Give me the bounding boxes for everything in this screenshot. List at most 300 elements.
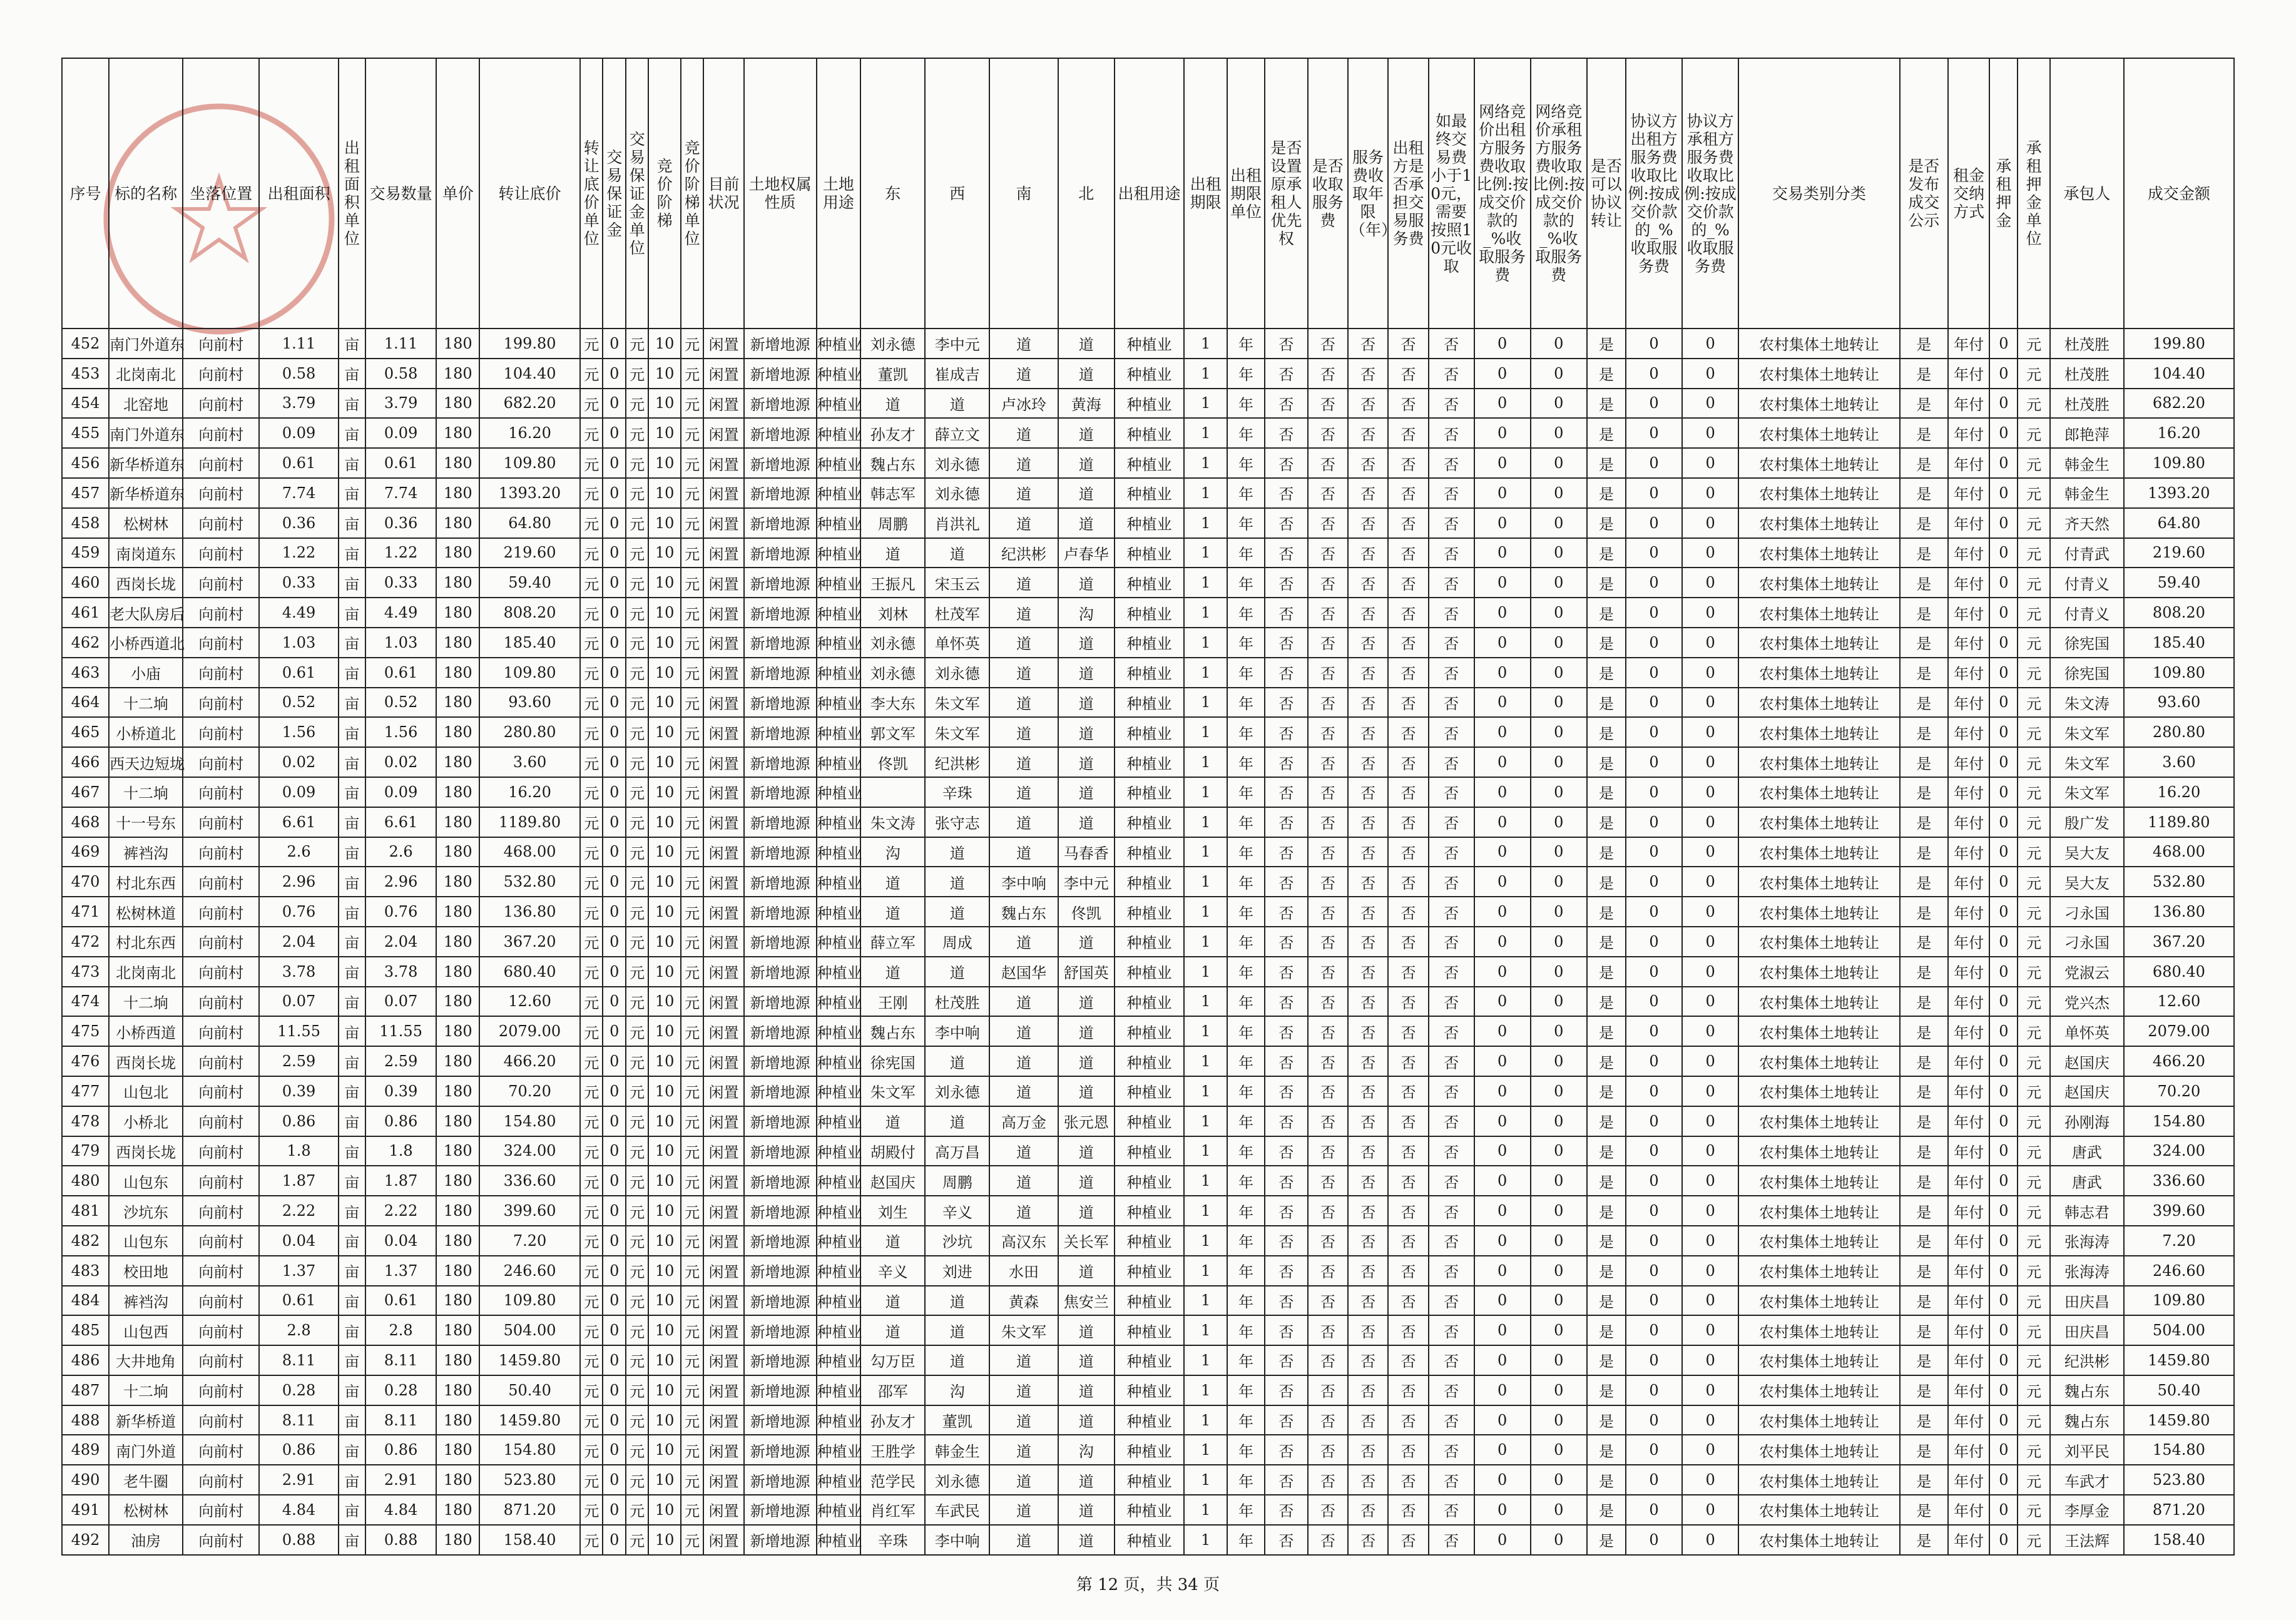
table-cell: 0 <box>603 1315 625 1345</box>
table-cell: 元 <box>681 897 703 927</box>
table-cell: 0 <box>1626 1076 1682 1106</box>
table-cell: 年付 <box>1948 1315 1990 1345</box>
table-row <box>62 927 2234 957</box>
table-cell: 0 <box>1682 1286 1738 1316</box>
table-cell: 0 <box>1474 837 1531 867</box>
table-cell: 农村集体土地转让 <box>1738 1286 1899 1316</box>
table-cell: 农村集体土地转让 <box>1738 329 1899 359</box>
table-cell: 0 <box>1531 897 1587 927</box>
table-cell: 1.03 <box>259 628 339 658</box>
table-cell: 元 <box>626 1016 648 1046</box>
table-cell: 闲置 <box>703 1016 743 1046</box>
table-cell: 亩 <box>339 329 365 359</box>
table-cell: 道 <box>1058 1046 1115 1076</box>
table-cell: 亩 <box>339 1525 365 1555</box>
table-cell: 种植业 <box>817 1046 861 1076</box>
table-cell: 0.39 <box>365 1076 437 1106</box>
table-cell: 亩 <box>339 688 365 718</box>
table-cell: 0 <box>1682 478 1738 508</box>
table-cell: 否 <box>1308 1345 1348 1375</box>
table-cell: 483 <box>62 1256 109 1286</box>
table-cell: 是 <box>1900 418 1948 448</box>
table-cell: 西天边短垅 <box>109 747 183 777</box>
table-cell: 0 <box>1682 628 1738 658</box>
table-cell: 闲置 <box>703 1226 743 1256</box>
table-cell: 元 <box>580 927 603 957</box>
table-cell: 1 <box>1184 837 1227 867</box>
table-cell: 闲置 <box>703 688 743 718</box>
table-cell: 孙友才 <box>860 418 925 448</box>
table-cell: 482 <box>62 1226 109 1256</box>
table-cell: 12.60 <box>479 987 580 1017</box>
table-cell: 否 <box>1429 628 1474 658</box>
table-cell: 0 <box>1682 1106 1738 1136</box>
table-cell: 种植业 <box>817 688 861 718</box>
table-cell: 否 <box>1429 598 1474 628</box>
table-cell: 0 <box>1989 389 2018 419</box>
table-cell: 0 <box>603 598 625 628</box>
table-cell: 否 <box>1388 957 1428 987</box>
table-cell: 元 <box>681 418 703 448</box>
table-cell: 道 <box>860 538 925 568</box>
table-cell: 年付 <box>1948 1136 1990 1166</box>
table-cell: 朱文涛 <box>860 807 925 837</box>
table-cell: 0 <box>603 1375 625 1405</box>
table-cell: 3.60 <box>479 747 580 777</box>
table-cell: 元 <box>626 1076 648 1106</box>
table-cell: 否 <box>1348 747 1388 777</box>
table-cell: 是 <box>1900 1046 1948 1076</box>
table-cell: 0 <box>1531 598 1587 628</box>
table-cell: 否 <box>1265 1106 1308 1136</box>
table-cell: 0.88 <box>365 1525 437 1555</box>
table-cell: 种植业 <box>1115 1136 1185 1166</box>
table-cell: 是 <box>1587 1525 1626 1555</box>
table-cell: 0.04 <box>365 1226 437 1256</box>
table-cell: 元 <box>2018 538 2049 568</box>
table-cell: 是 <box>1900 538 1948 568</box>
table-cell: 0 <box>1531 1046 1587 1076</box>
table-cell: 焦安兰 <box>1058 1286 1115 1316</box>
table-cell: 道 <box>989 1166 1058 1196</box>
table-row <box>62 1106 2234 1136</box>
table-cell: 种植业 <box>817 957 861 987</box>
table-cell: 否 <box>1308 329 1348 359</box>
table-cell: 是 <box>1900 1465 1948 1495</box>
table-cell: 新增地源 <box>744 1136 817 1166</box>
table-cell: 道 <box>1058 478 1115 508</box>
table-cell: 否 <box>1429 1435 1474 1465</box>
table-cell: 180 <box>436 1226 479 1256</box>
table-cell: 0 <box>1474 1495 1531 1525</box>
table-cell: 亩 <box>339 1046 365 1076</box>
table-cell: 是 <box>1587 777 1626 807</box>
table-cell: 农村集体土地转让 <box>1738 1016 1899 1046</box>
table-cell: 朱文军 <box>925 688 989 718</box>
table-cell: 年 <box>1227 1196 1265 1226</box>
table-cell: 0 <box>1682 897 1738 927</box>
table-row <box>62 987 2234 1017</box>
table-cell: 10 <box>648 1286 680 1316</box>
table-cell: 2.04 <box>365 927 437 957</box>
table-cell: 否 <box>1348 1495 1388 1525</box>
table-cell: 否 <box>1348 1136 1388 1166</box>
table-cell: 否 <box>1308 658 1348 688</box>
table-cell: 朱文军 <box>2050 717 2124 747</box>
table-cell: 元 <box>2018 1405 2049 1435</box>
table-cell: 10 <box>648 1465 680 1495</box>
table-cell: 否 <box>1388 568 1428 598</box>
table-cell: 元 <box>2018 329 2049 359</box>
table-cell: 否 <box>1429 1345 1474 1375</box>
table-cell: 否 <box>1388 1076 1428 1106</box>
table-cell: 否 <box>1308 1196 1348 1226</box>
table-cell: 元 <box>681 747 703 777</box>
table-cell: 农村集体土地转让 <box>1738 448 1899 478</box>
table-cell: 元 <box>626 1315 648 1345</box>
table-cell: 闲置 <box>703 837 743 867</box>
table-cell: 元 <box>580 897 603 927</box>
table-cell: 元 <box>580 1106 603 1136</box>
table-cell: 闲置 <box>703 897 743 927</box>
table-cell: 0 <box>603 628 625 658</box>
table-cell: 是 <box>1587 897 1626 927</box>
table-cell: 180 <box>436 1286 479 1316</box>
table-cell: 1459.80 <box>2124 1405 2234 1435</box>
table-cell: 元 <box>580 1465 603 1495</box>
table-cell: 否 <box>1265 1375 1308 1405</box>
table-cell: 新增地源 <box>744 1315 817 1345</box>
table-cell: 闲置 <box>703 747 743 777</box>
table-cell: 是 <box>1587 1286 1626 1316</box>
table-cell: 农村集体土地转让 <box>1738 1465 1899 1495</box>
table-row <box>62 897 2234 927</box>
table-cell: 454 <box>62 389 109 419</box>
table-cell: 李中响 <box>989 867 1058 897</box>
table-cell: 佟凯 <box>860 747 925 777</box>
table-cell: 郎艳萍 <box>2050 418 2124 448</box>
table-cell: 180 <box>436 957 479 987</box>
table-cell: 1 <box>1184 448 1227 478</box>
table-cell: 向前村 <box>183 1495 259 1525</box>
table-row <box>62 1016 2234 1046</box>
table-cell: 1 <box>1184 1405 1227 1435</box>
table-cell: 年 <box>1227 1256 1265 1286</box>
table-cell: 否 <box>1265 1286 1308 1316</box>
table-cell: 1 <box>1184 538 1227 568</box>
table-cell: 180 <box>436 538 479 568</box>
table-cell: 70.20 <box>479 1076 580 1106</box>
table-cell: 年 <box>1227 538 1265 568</box>
table-cell: 0 <box>1531 1465 1587 1495</box>
table-cell: 0 <box>1682 837 1738 867</box>
table-cell: 元 <box>681 1495 703 1525</box>
table-cell: 否 <box>1388 1256 1428 1286</box>
table-cell: 是 <box>1587 957 1626 987</box>
table-cell: 农村集体土地转让 <box>1738 1256 1899 1286</box>
table-cell: 元 <box>626 957 648 987</box>
table-cell: 是 <box>1900 867 1948 897</box>
table-cell: 463 <box>62 658 109 688</box>
table-cell: 104.40 <box>2124 359 2234 389</box>
table-cell: 336.60 <box>479 1166 580 1196</box>
table-cell: 是 <box>1900 329 1948 359</box>
column-header: 交易保证金 <box>603 58 625 329</box>
table-cell: 否 <box>1429 1046 1474 1076</box>
table-cell: 纪洪彬 <box>2050 1345 2124 1375</box>
table-cell: 亩 <box>339 777 365 807</box>
table-cell: 是 <box>1587 1196 1626 1226</box>
table-cell: 1393.20 <box>2124 478 2234 508</box>
table-cell: 0 <box>1626 1136 1682 1166</box>
table-cell: 元 <box>2018 1435 2049 1465</box>
column-header: 服务费收取年限（年） <box>1348 58 1388 329</box>
table-cell: 0 <box>1682 418 1738 448</box>
table-cell: 是 <box>1587 628 1626 658</box>
column-header: 坐落位置 <box>183 58 259 329</box>
table-cell: 0 <box>1531 389 1587 419</box>
table-cell: 年付 <box>1948 538 1990 568</box>
table-cell: 180 <box>436 508 479 538</box>
table-cell: 元 <box>626 1196 648 1226</box>
table-cell: 0 <box>603 1495 625 1525</box>
table-cell: 0.86 <box>259 1106 339 1136</box>
table-cell: 农村集体土地转让 <box>1738 1405 1899 1435</box>
table-cell: 小桥道北 <box>109 717 183 747</box>
table-cell: 否 <box>1348 359 1388 389</box>
table-cell: 农村集体土地转让 <box>1738 1136 1899 1166</box>
table-cell: 3.78 <box>365 957 437 987</box>
table-cell: 山包东 <box>109 1166 183 1196</box>
table-cell: 付青武 <box>2050 538 2124 568</box>
table-cell: 是 <box>1587 1076 1626 1106</box>
table-cell: 闲置 <box>703 329 743 359</box>
table-cell: 是 <box>1900 598 1948 628</box>
table-cell: 0 <box>1474 987 1531 1017</box>
table-cell: 0 <box>1989 1315 2018 1345</box>
table-cell: 年 <box>1227 418 1265 448</box>
table-cell: 否 <box>1388 807 1428 837</box>
table-cell: 种植业 <box>1115 747 1185 777</box>
table-cell: 元 <box>580 1256 603 1286</box>
table-cell: 否 <box>1265 658 1308 688</box>
column-header: 交易类别分类 <box>1738 58 1899 329</box>
table-cell: 否 <box>1348 1286 1388 1316</box>
table-cell: 否 <box>1348 478 1388 508</box>
table-cell: 是 <box>1900 1435 1948 1465</box>
table-cell: 否 <box>1348 448 1388 478</box>
table-cell: 否 <box>1308 688 1348 718</box>
table-cell: 刘永德 <box>925 1076 989 1106</box>
table-cell: 470 <box>62 867 109 897</box>
table-cell: 元 <box>580 1226 603 1256</box>
table-cell: 周鹏 <box>860 508 925 538</box>
table-cell: 亩 <box>339 508 365 538</box>
table-cell: 元 <box>626 329 648 359</box>
column-header: 西 <box>925 58 989 329</box>
table-cell: 魏占东 <box>860 448 925 478</box>
table-cell: 0.07 <box>259 987 339 1017</box>
table-cell: 是 <box>1587 927 1626 957</box>
table-cell: 闲置 <box>703 448 743 478</box>
table-cell: 新华桥道 <box>109 1405 183 1435</box>
table-cell: 新增地源 <box>744 658 817 688</box>
table-cell: 元 <box>580 688 603 718</box>
table-cell: 180 <box>436 987 479 1017</box>
table-cell: 0.52 <box>259 688 339 718</box>
table-cell: 张海涛 <box>2050 1226 2124 1256</box>
table-cell: 元 <box>681 1106 703 1136</box>
table-cell: 年付 <box>1948 329 1990 359</box>
table-cell: 0 <box>603 1196 625 1226</box>
table-cell: 0 <box>1626 927 1682 957</box>
table-cell: 王振凡 <box>860 568 925 598</box>
table-cell: 2.8 <box>365 1315 437 1345</box>
table-cell: 亩 <box>339 1465 365 1495</box>
table-row <box>62 359 2234 389</box>
table-cell: 否 <box>1308 987 1348 1017</box>
table-cell: 0 <box>1626 1345 1682 1375</box>
table-cell: 136.80 <box>2124 897 2234 927</box>
table-cell: 闲置 <box>703 1286 743 1316</box>
table-cell: 亩 <box>339 1166 365 1196</box>
table-cell: 219.60 <box>2124 538 2234 568</box>
table-cell: 否 <box>1429 658 1474 688</box>
column-header: 序号 <box>62 58 109 329</box>
table-cell: 水田 <box>989 1256 1058 1286</box>
table-cell: 180 <box>436 1016 479 1046</box>
table-cell: 农村集体土地转让 <box>1738 1435 1899 1465</box>
table-cell: 北岗南北 <box>109 359 183 389</box>
table-cell: 道 <box>989 717 1058 747</box>
table-cell: 484 <box>62 1286 109 1316</box>
table-cell: 10 <box>648 1435 680 1465</box>
table-cell: 元 <box>2018 1046 2049 1076</box>
table-cell: 元 <box>2018 658 2049 688</box>
table-row <box>62 1196 2234 1226</box>
table-cell: 杜茂胜 <box>2050 329 2124 359</box>
table-cell: 道 <box>860 957 925 987</box>
table-cell: 元 <box>580 747 603 777</box>
table-cell: 491 <box>62 1495 109 1525</box>
table-cell: 324.00 <box>2124 1136 2234 1166</box>
table-cell: 农村集体土地转让 <box>1738 807 1899 837</box>
table-cell: 10 <box>648 1345 680 1375</box>
table-cell: 道 <box>925 1286 989 1316</box>
table-cell: 元 <box>580 867 603 897</box>
table-cell: 0 <box>1626 1525 1682 1555</box>
table-cell: 0 <box>1682 1525 1738 1555</box>
table-cell: 否 <box>1348 987 1388 1017</box>
table-cell: 1 <box>1184 1435 1227 1465</box>
table-cell: 韩金生 <box>2050 448 2124 478</box>
table-cell: 否 <box>1308 867 1348 897</box>
table-cell: 3.78 <box>259 957 339 987</box>
table-cell: 2.04 <box>259 927 339 957</box>
table-cell: 0 <box>1474 1525 1531 1555</box>
column-header: 是否发布成交公示 <box>1900 58 1948 329</box>
table-cell: 年付 <box>1948 927 1990 957</box>
table-cell: 8.11 <box>259 1345 339 1375</box>
table-cell: 道 <box>1058 987 1115 1017</box>
table-cell: 朱文军 <box>2050 777 2124 807</box>
table-cell: 道 <box>989 688 1058 718</box>
table-cell: 否 <box>1265 1405 1308 1435</box>
table-cell: 是 <box>1587 508 1626 538</box>
table-cell: 0 <box>1989 897 2018 927</box>
table-cell: 新增地源 <box>744 359 817 389</box>
table-cell: 闲置 <box>703 717 743 747</box>
table-cell: 松树林 <box>109 1495 183 1525</box>
table-cell: 元 <box>2018 628 2049 658</box>
table-cell: 0 <box>603 478 625 508</box>
table-cell: 新增地源 <box>744 688 817 718</box>
table-cell: 1 <box>1184 1016 1227 1046</box>
table-cell: 否 <box>1388 897 1428 927</box>
table-cell: 0 <box>603 897 625 927</box>
table-cell: 否 <box>1348 717 1388 747</box>
table-row <box>62 837 2234 867</box>
table-cell: 年 <box>1227 1375 1265 1405</box>
table-cell: 刘生 <box>860 1196 925 1226</box>
table-cell: 年 <box>1227 628 1265 658</box>
table-cell: 道 <box>1058 658 1115 688</box>
table-cell: 新增地源 <box>744 1106 817 1136</box>
table-cell: 1 <box>1184 717 1227 747</box>
table-cell: 辛义 <box>860 1256 925 1286</box>
table-cell: 元 <box>580 508 603 538</box>
table-cell: 元 <box>2018 1286 2049 1316</box>
table-cell: 道 <box>989 807 1058 837</box>
table-row <box>62 1286 2234 1316</box>
table-cell: 是 <box>1587 1375 1626 1405</box>
table-cell: 0 <box>1626 448 1682 478</box>
table-cell: 0.86 <box>365 1106 437 1136</box>
column-header: 竞价阶梯 <box>648 58 680 329</box>
table-cell: 元 <box>580 717 603 747</box>
table-cell: 道 <box>1058 508 1115 538</box>
table-cell: 农村集体土地转让 <box>1738 927 1899 957</box>
table-cell: 年 <box>1227 1525 1265 1555</box>
table-row <box>62 658 2234 688</box>
table-cell: 否 <box>1265 508 1308 538</box>
table-cell: 向前村 <box>183 1076 259 1106</box>
table-cell: 魏占东 <box>2050 1405 2124 1435</box>
table-cell: 是 <box>1587 1315 1626 1345</box>
table-cell: 农村集体土地转让 <box>1738 628 1899 658</box>
table-cell: 纪洪彬 <box>925 747 989 777</box>
table-cell: 亩 <box>339 717 365 747</box>
table-cell: 10 <box>648 538 680 568</box>
table-cell: 0 <box>1474 1405 1531 1435</box>
table-cell: 0 <box>1682 1136 1738 1166</box>
table-cell: 1.87 <box>365 1166 437 1196</box>
table-cell: 是 <box>1900 1286 1948 1316</box>
table-cell: 0 <box>603 389 625 419</box>
table-cell: 367.20 <box>2124 927 2234 957</box>
table-cell: 向前村 <box>183 957 259 987</box>
table-cell: 0 <box>1626 897 1682 927</box>
table-cell: 闲置 <box>703 658 743 688</box>
table-cell: 年 <box>1227 1345 1265 1375</box>
table-cell: 是 <box>1900 389 1948 419</box>
table-cell: 是 <box>1587 807 1626 837</box>
table-cell: 元 <box>626 1106 648 1136</box>
table-cell: 北窑地 <box>109 389 183 419</box>
table-cell: 0 <box>603 359 625 389</box>
table-cell: 否 <box>1388 478 1428 508</box>
table-cell: 0 <box>1531 329 1587 359</box>
